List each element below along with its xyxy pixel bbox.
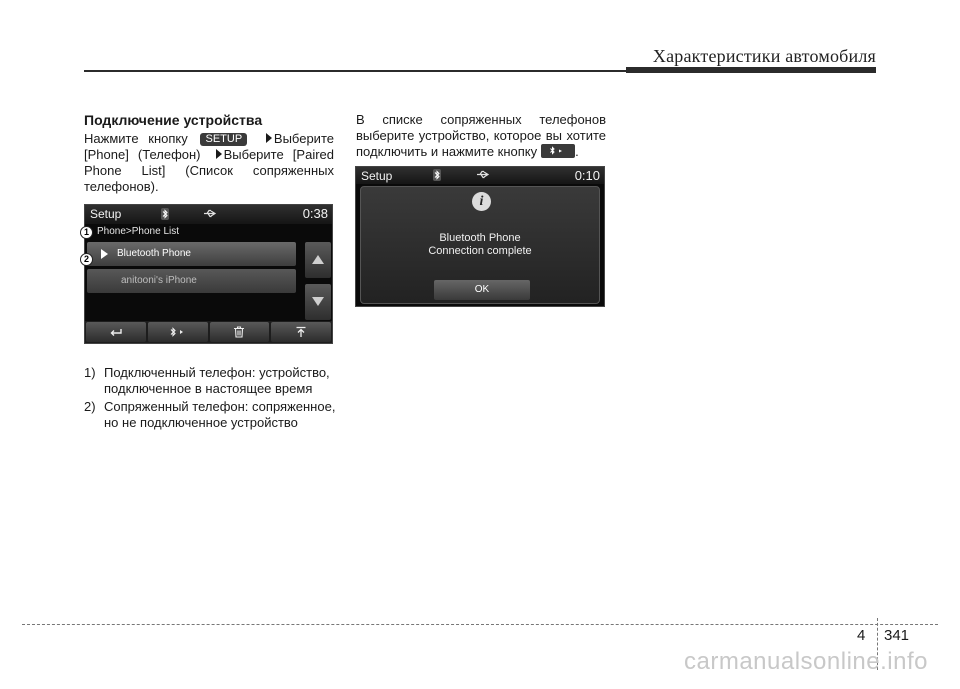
delete-button[interactable] (210, 322, 270, 342)
setup-key-chip: SETUP (200, 133, 247, 146)
message-line-2: Connection complete (428, 245, 532, 257)
chevron-down-icon (312, 297, 324, 306)
status-bar (85, 205, 332, 224)
running-head: Характеристики автомобиля (652, 46, 876, 66)
scroll-up-button[interactable] (305, 242, 331, 278)
list-item (84, 399, 336, 431)
note-text: Сопряженный телефон: сопряженное, но не подключенное устройство (104, 399, 336, 430)
connect-text: В списке сопряженных телефонов выберите устройство, которое вы хотите подключить и нажмите кнопку (356, 112, 606, 159)
breadcrumb: Phone>Phone List (97, 226, 180, 237)
back-icon (109, 327, 123, 337)
message-dialog (360, 186, 600, 304)
screen-title: Setup (361, 169, 393, 183)
arrow-icon (266, 133, 272, 143)
back-button[interactable] (86, 322, 146, 342)
clock: 0:38 (302, 206, 328, 221)
bluetooth-connect-icon (549, 146, 567, 156)
bluetooth-icon (433, 169, 441, 181)
watermark: carmanualsonline.info (684, 648, 928, 675)
instruction-paragraph (84, 131, 334, 195)
bluetooth-connect-icon (169, 326, 187, 338)
clock: 0:10 (574, 168, 600, 183)
note-number: 1) (84, 365, 96, 380)
connection-complete-screen (355, 166, 605, 307)
note-number: 2) (84, 399, 96, 414)
usb-icon (203, 209, 217, 218)
list-item-paired-phone[interactable] (87, 269, 296, 293)
info-icon: i (472, 192, 491, 211)
bluetooth-icon (161, 208, 169, 220)
usb-icon (476, 170, 490, 179)
chapter-number: 4 (857, 627, 866, 644)
list-item-label: Bluetooth Phone (117, 248, 191, 259)
phone-list-screen (84, 204, 333, 344)
header-rule (84, 70, 626, 72)
list-item-connected-phone[interactable] (87, 242, 296, 266)
move-top-icon (295, 326, 307, 338)
screen-toolbar (85, 321, 332, 343)
play-icon (101, 249, 108, 259)
notes-list (84, 365, 336, 433)
chevron-up-icon (312, 255, 324, 264)
connect-paragraph (356, 112, 606, 160)
instruction-text-1: Нажмите кнопку (84, 131, 188, 146)
move-top-button[interactable] (271, 322, 331, 342)
ok-button[interactable]: OK (434, 280, 530, 300)
page-number: 341 (884, 627, 910, 644)
note-text: Подключенный телефон: устройство, подключенное в настоящее время (104, 365, 330, 396)
arrow-icon (216, 149, 222, 159)
instruction-text-3: Выберите [Paired Phone List] (Список сопряженных телефонов). (84, 147, 334, 194)
callout-marker-2: 2 (80, 253, 93, 266)
delete-icon (233, 326, 245, 338)
footer-rule (22, 624, 938, 625)
status-bar (356, 167, 604, 184)
connect-button[interactable] (148, 322, 208, 342)
connect-text-end: . (575, 144, 579, 159)
header-bar (626, 67, 876, 73)
instruction-text-2: Выберите [Phone] (Телефон) (84, 131, 334, 162)
section-title: Подключение устройства (84, 112, 263, 128)
message-line-1: Bluetooth Phone (439, 232, 521, 244)
callout-marker-1: 1 (80, 226, 93, 239)
scroll-down-button[interactable] (305, 284, 331, 320)
screen-title: Setup (90, 207, 122, 221)
list-item (84, 365, 336, 397)
bluetooth-key-chip (541, 144, 575, 158)
list-item-label: anitooni's iPhone (121, 275, 197, 286)
